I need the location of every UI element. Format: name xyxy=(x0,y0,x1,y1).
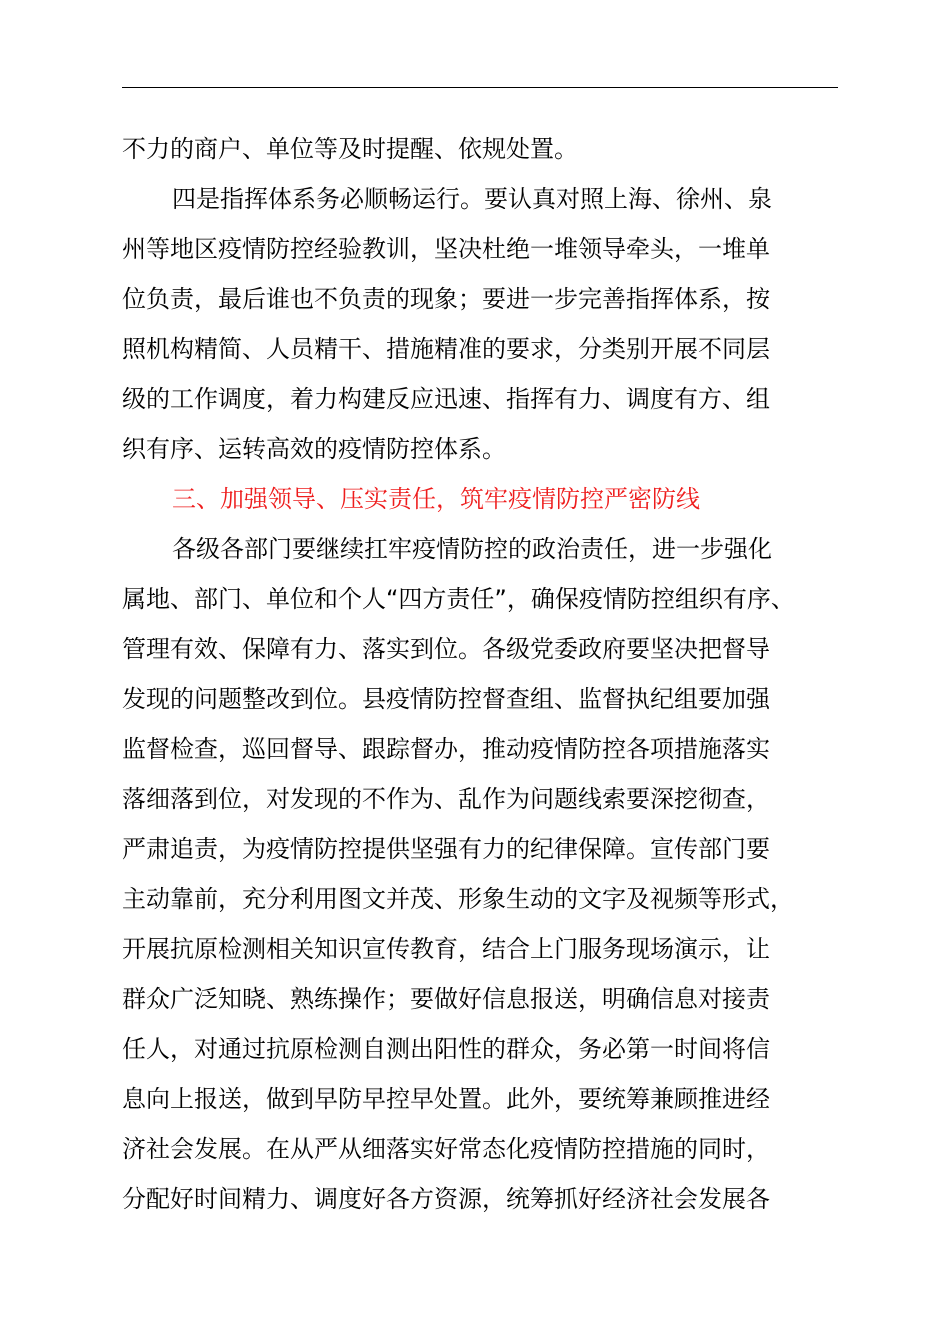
document-body xyxy=(122,124,838,1224)
text-line: 属地、部门、单位和个人“四方责任”，确保疫情防控组织有序、 xyxy=(122,585,795,613)
paragraph-start: 四是指挥体系务必顺畅运行。要认真对照上海、徐州、泉 xyxy=(172,185,772,213)
text-line: 管理有效、保障有力、落实到位。各级党委政府要坚决把督导 xyxy=(122,635,770,663)
text-line: 任人，对通过抗原检测自测出阳性的群众，务必第一时间将信 xyxy=(122,1035,770,1063)
text-line: 分配好时间精力、调度好各方资源，统筹抓好经济社会发展各 xyxy=(122,1185,770,1213)
text-line: 落细落到位，对发现的不作为、乱作为问题线索要深挖彻查， xyxy=(122,785,770,813)
text-line: 严肃追责，为疫情防控提供坚强有力的纪律保障。宣传部门要 xyxy=(122,835,770,863)
text-line: 息向上报送，做到早防早控早处置。此外，要统筹兼顾推进经 xyxy=(122,1085,770,1113)
paragraph-start: 各级各部门要继续扛牢疫情防控的政治责任，进一步强化 xyxy=(172,535,772,563)
text-line: 济社会发展。在从严从细落实好常态化疫情防控措施的同时， xyxy=(122,1135,770,1163)
text-line: 州等地区疫情防控经验教训，坚决杜绝一堆领导牵头，一堆单 xyxy=(122,235,770,263)
text-line: 开展抗原检测相关知识宣传教育，结合上门服务现场演示，让 xyxy=(122,935,770,963)
text-line: 监督检查，巡回督导、跟踪督办，推动疫情防控各项措施落实 xyxy=(122,735,770,763)
text-line: 位负责，最后谁也不负责的现象；要进一步完善指挥体系，按 xyxy=(122,285,770,313)
section-heading: 三、加强领导、压实责任，筑牢疫情防控严密防线 xyxy=(172,485,700,513)
text-line: 照机构精简、人员精干、措施精准的要求，分类别开展不同层 xyxy=(122,335,770,363)
text-line: 不力的商户、单位等及时提醒、依规处置。 xyxy=(122,135,578,163)
text-line: 织有序、运转高效的疫情防控体系。 xyxy=(122,435,506,463)
header-rule xyxy=(122,87,838,88)
text-line: 发现的问题整改到位。县疫情防控督查组、监督执纪组要加强 xyxy=(122,685,770,713)
text-line: 群众广泛知晓、熟练操作；要做好信息报送，明确信息对接责 xyxy=(122,985,770,1013)
text-line: 级的工作调度，着力构建反应迅速、指挥有力、调度有方、组 xyxy=(122,385,770,413)
text-line: 主动靠前，充分利用图文并茂、形象生动的文字及视频等形式， xyxy=(122,885,794,913)
